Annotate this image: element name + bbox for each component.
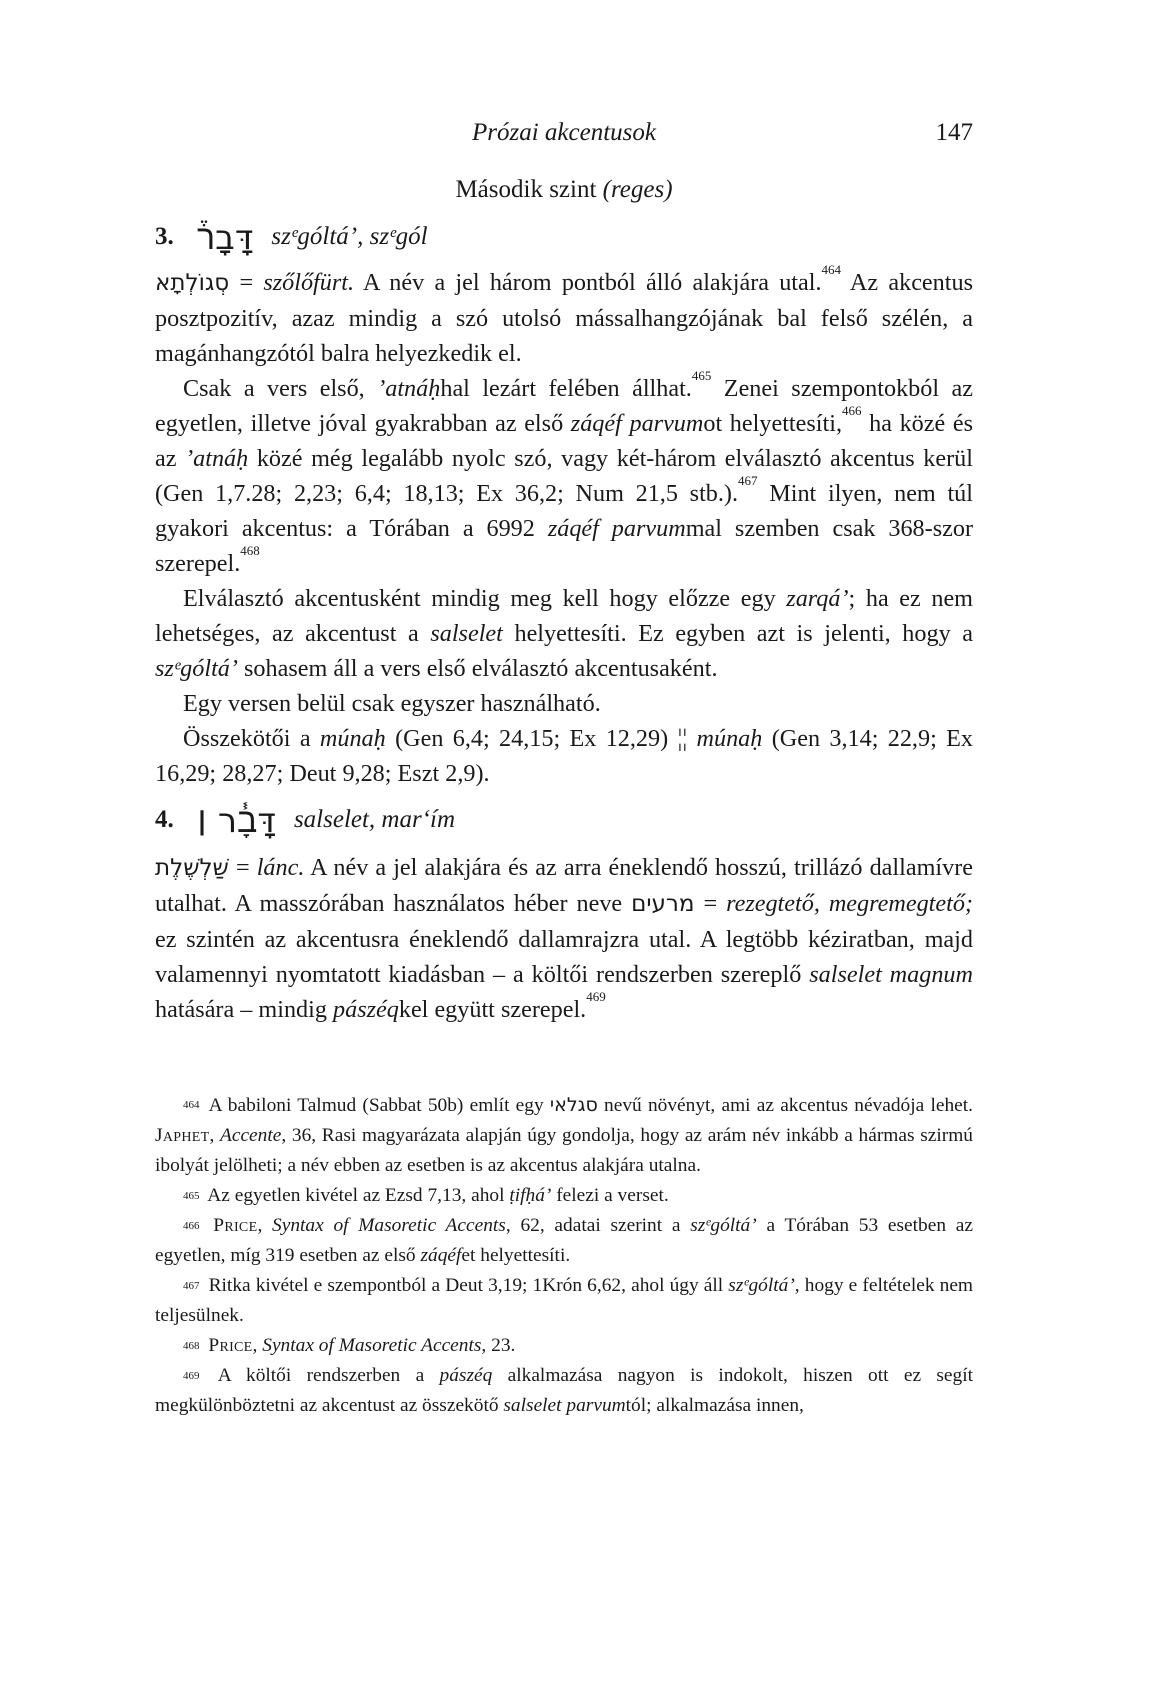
text: ; ha ez nem lehetséges, az akcentust a: [155, 585, 973, 647]
footnote-ref[interactable]: 468: [240, 543, 260, 558]
text: =: [229, 269, 264, 296]
text: hatására – mindig: [155, 996, 333, 1023]
hebrew-term: מרעים: [631, 891, 695, 917]
italic-term: múnaḥ: [319, 725, 386, 752]
text: közé még legalább nyolc szó, vagy két-három elválasztó akcentus kerül (Gen 1,7.28; 2,23; 6,4; 18,13; Ex 36,2; Num 21,5 stb.).: [155, 445, 973, 507]
footnote-ref[interactable]: 469: [586, 989, 606, 1004]
document-page: [155, 0, 973, 1687]
italic-term: ṭifḥá’: [509, 1185, 552, 1206]
paragraph: [155, 581, 973, 686]
text: A babiloni Talmud (Sabbat 50b) említ egy: [203, 1095, 550, 1116]
author-name: Price: [213, 1215, 258, 1236]
footnote-number: 469: [183, 1370, 200, 1382]
italic-term: salselet: [430, 620, 503, 647]
footnote-number: 467: [183, 1280, 200, 1292]
text: =: [228, 854, 257, 881]
section-number: 4.: [155, 806, 174, 833]
text: A név a jel alakjára és az arra éneklendő hosszú, trillázó dallamívre utalhat. A masszórában használatos héber neve: [155, 854, 973, 917]
author-name: Japhet: [155, 1125, 210, 1146]
italic-term: pászéq: [333, 996, 399, 1023]
paragraph: [155, 721, 973, 791]
italic-term: Syntax of Masoretic Accents: [262, 1335, 482, 1356]
paragraph: Egy versen belül csak egyszer használható.: [183, 690, 601, 717]
hebrew-accent-sample: דָּבָ֓ר ׀: [197, 801, 276, 842]
hebrew-term: סְגוֹלְתָא: [155, 270, 230, 296]
text: tól; alkalmazása innen,: [625, 1395, 804, 1416]
text: =: [694, 890, 727, 917]
footnote-465: [155, 1181, 973, 1211]
italic-term: salselet magnum: [809, 961, 973, 988]
text: Az akcentus posztpozitív, azaz mindig a szó utolsó mássalhangzójának bal felső szélén, a magánhangzótól balra helyezkedik el.: [155, 269, 973, 367]
section-4-body: [155, 850, 973, 1027]
footnote-466: [155, 1211, 973, 1271]
hebrew-accent-sample: דָּבָר֒: [197, 218, 254, 259]
text: , 36, Rasi magyarázata alapján úgy gondolja, hogy az arám név inkább a hármas szirmú ibolyát jelölheti; a név ebben az esetben is az akcentus alakjára utalna.: [155, 1125, 973, 1176]
italic-term: rezegtető, megremegtető;: [726, 890, 973, 917]
gloss: szőlőfürt.: [263, 269, 355, 296]
running-head: [155, 113, 973, 153]
text: , 23.: [481, 1335, 516, 1356]
text: ,: [209, 1125, 220, 1146]
italic-term: szᵉgóltá’: [690, 1215, 757, 1236]
footnote-ref[interactable]: 464: [821, 262, 842, 277]
text: Zenei szempontokból az egyetlen, illetve jóval gyakrabban az első: [155, 375, 974, 437]
italic-term: ’atnáḥ: [185, 445, 249, 472]
italic-term: ’atnáḥ: [377, 375, 441, 402]
text: (Gen 6,4; 24,15; Ex 12,29) ¦¦: [385, 725, 697, 752]
text: et helyettesíti.: [461, 1245, 571, 1266]
text: Az egyetlen kivétel az Ezsd 7,13, ahol: [203, 1185, 510, 1206]
italic-term: szᵉgóltá’: [155, 655, 238, 682]
text: ha közé és az: [155, 410, 974, 472]
page-number: 147: [935, 119, 973, 146]
accent-names: salselet, mar‘ím: [293, 806, 456, 833]
text: ,: [252, 1335, 263, 1356]
section-number: 3.: [155, 223, 174, 250]
hebrew-term: שַׁלְשֶׁלֶת: [155, 855, 229, 881]
italic-term: záqéf: [420, 1245, 462, 1266]
italic-term: szᵉgóltá’: [728, 1275, 795, 1296]
italic-term: záqéf parvum: [570, 410, 704, 437]
text: , 62, adatai szerint a: [505, 1215, 691, 1236]
text: a Tórában 53 esetben az egyetlen, míg 319 esetben az első: [155, 1215, 973, 1266]
paragraph: [155, 368, 974, 581]
text: hal lezárt felében állhat.: [440, 375, 692, 402]
italic-term: zarqá’: [786, 585, 849, 612]
author-name: Price: [208, 1335, 253, 1356]
footnote-464: [155, 1090, 973, 1181]
paragraph: [155, 262, 973, 371]
accent-names: szᵉgóltá’, szᵉgól: [271, 223, 428, 250]
footnote-469: [155, 1361, 973, 1421]
text: ot helyettesíti,: [703, 410, 842, 437]
footnote-468: [155, 1331, 973, 1361]
text: kel együtt szerepel.: [398, 996, 587, 1023]
italic-term: pászéq: [439, 1365, 493, 1386]
italic-term: salselet parvum: [503, 1395, 626, 1416]
text: sohasem áll a vers első elválasztó akcentusaként.: [237, 655, 718, 682]
text: Elválasztó akcentusként mindig meg kell hogy előzze egy: [183, 585, 787, 612]
text: (Gen 3,14; 22,9; Ex 16,29; 28,27; Deut 9,28; Eszt 2,9).: [155, 725, 973, 787]
footnote-ref[interactable]: 465: [691, 368, 712, 383]
footnote-number: 468: [183, 1340, 200, 1352]
italic-term: záqéf parvum: [547, 515, 686, 542]
text: nevű növényt, ami az akcentus névadója lehet.: [597, 1095, 973, 1116]
text: Ritka kivétel e szempontból a Deut 3,19; 1Krón 6,62, ahol úgy áll: [203, 1275, 729, 1296]
footnote-number: 466: [183, 1220, 200, 1232]
text: , hogy e feltételek nem teljesülnek.: [155, 1275, 974, 1326]
text: Csak a vers első,: [183, 375, 378, 402]
gloss: lánc.: [256, 854, 305, 881]
italic-term: Accente: [220, 1125, 282, 1146]
text: mal szemben csak 368-szor szerepel.: [155, 515, 973, 577]
level-heading: [155, 170, 973, 210]
footnote-number: 465: [183, 1190, 200, 1202]
section-3-body: [155, 262, 974, 791]
section-3-heading: [155, 212, 973, 262]
text: A név a jel három pontból álló alakjára utal.: [354, 269, 822, 296]
text: Mint ilyen, nem túl gyakori akcentus: a Tórában a 6992: [155, 480, 973, 542]
footnote-ref[interactable]: 466: [842, 403, 862, 418]
text: ez szintén az akcentusra éneklendő dallamrajzra utal. A legtöbb kéziratban, majd valamennyi nyomtatott kiadásban – a költői rendszerben szereplő: [155, 926, 973, 988]
paragraph: [155, 850, 973, 1027]
footnote-467: [155, 1271, 973, 1331]
hebrew-term: סגלאי: [549, 1094, 598, 1116]
italic-term: múnaḥ: [696, 725, 763, 752]
text: alkalmazása nagyon is indokolt, hiszen ott ez segít megkülönböztetni az akcentust az összekötő: [155, 1365, 973, 1416]
text: Összekötői a: [183, 725, 320, 752]
level-heading-text: Második szint: [455, 176, 603, 203]
italic-term: Syntax of Masoretic Accents: [272, 1215, 506, 1236]
running-title: Prózai akcentusok: [472, 119, 656, 146]
footnotes: [155, 1090, 973, 1421]
footnote-ref[interactable]: 467: [738, 473, 758, 488]
text: helyettesíti. Ez egyben azt is jelenti, hogy a: [502, 620, 973, 647]
text: felezi a verset.: [551, 1185, 669, 1206]
level-heading-italic: (reges): [602, 176, 673, 203]
text: ,: [257, 1215, 273, 1236]
text: A költői rendszerben a: [203, 1365, 440, 1386]
section-4-heading: [155, 795, 973, 845]
footnote-number: 464: [183, 1099, 200, 1111]
